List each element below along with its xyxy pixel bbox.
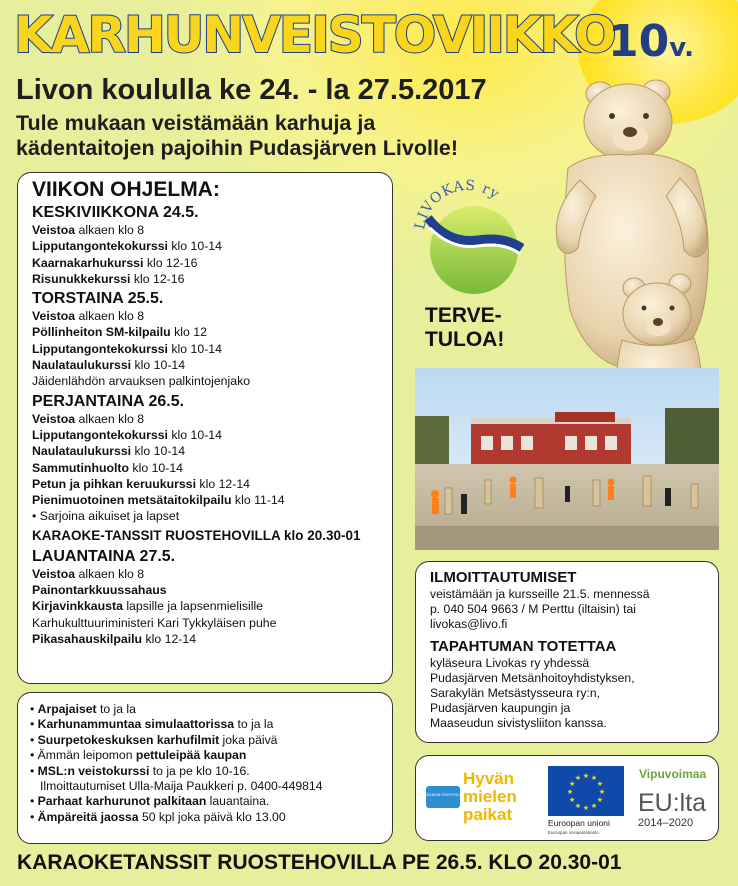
programme-item: Painontarkkuussahaus xyxy=(32,583,167,598)
registration-line: veistämään ja kursseille 21.5. mennessä xyxy=(430,587,650,601)
day-heading-wednesday: KESKIVIIKKONA 24.5. xyxy=(32,204,199,221)
eu-star-icon: ★ xyxy=(590,802,598,810)
maaseudun-text: MAASEUDUN SIVISTYSLIITTO xyxy=(417,793,469,797)
eu-label: Euroopan unioni xyxy=(548,818,610,828)
programme-item: Naulataulukurssi klo 10-14 xyxy=(32,444,186,459)
anniversary-number: 10 xyxy=(608,16,670,67)
programme-item: Sammutinhuolto klo 10-14 xyxy=(32,460,184,475)
extras-box xyxy=(17,692,393,844)
programme-item: Jäidenlähdön arvauksen palkintojenjako xyxy=(32,374,251,389)
mielen-text: mielen xyxy=(463,787,517,806)
programme-item: Karhukulttuuriministeri Kari Tykkyläisen puhe xyxy=(32,615,277,630)
extras-item: • Parhaat karhurunot palkitaan lauantaina. xyxy=(30,794,270,809)
livokas-logo xyxy=(412,174,524,300)
vipuvoimaa-years: 2014–2020 xyxy=(638,817,694,829)
programme-item: Veistoa alkaen klo 8 xyxy=(32,411,145,426)
extras-item-detail: Ilmoittautumiset Ulla-Maija Paukkeri p. 0400-449814 xyxy=(40,779,323,794)
programme-item: Naulataulukurssi klo 10-14 xyxy=(32,358,186,373)
programme-item: Pienimuotoinen metsätaitokilpailu klo 11-14 xyxy=(32,493,285,508)
hyvan-text: Hyvän xyxy=(463,769,515,788)
programme-item: Lipputangontekokurssi klo 10-14 xyxy=(32,427,222,442)
footer-banner: KARAOKETANSSIT RUOSTEHOVILLA PE 26.5. KLO 20.30-01 xyxy=(17,851,622,874)
programme-item: Veistoa alkaen klo 8 xyxy=(32,309,145,324)
eu-star-icon: ★ xyxy=(566,789,574,796)
programme-item: Lipputangontekokurssi klo 10-14 xyxy=(32,239,222,254)
programme-item: Veistoa alkaen klo 8 xyxy=(32,566,145,581)
eu-star-icon: ★ xyxy=(596,797,604,804)
extras-item: • Karhunammuntaa simulaattorissa to ja la xyxy=(30,717,274,732)
organizer-line: kyläseura Livokas ry yhdessä xyxy=(430,656,590,670)
programme-item: Kaarnakarhukurssi klo 12-16 xyxy=(32,255,198,270)
welcome-line: TERVE- xyxy=(425,304,502,327)
eu-star-icon: ★ xyxy=(582,805,590,812)
programme-item: Lipputangontekokurssi klo 10-14 xyxy=(32,341,222,356)
eulta-text: EU:lta xyxy=(638,789,707,817)
paikat-text: paikat xyxy=(463,805,513,824)
organizer-line: Pudasjärven kaupungin ja xyxy=(430,701,571,715)
extras-item: • MSL:n veistokurssi to ja pe klo 10-16. xyxy=(30,763,250,778)
eu-star-icon: ★ xyxy=(598,789,606,796)
programme-box xyxy=(17,172,393,684)
invitation-text xyxy=(16,111,458,161)
karaoke-note: KARAOKE-TANSSIT RUOSTEHOVILLA klo 20.30-01 xyxy=(32,527,361,543)
day-heading-friday: PERJANTAINA 26.5. xyxy=(32,392,185,410)
bear-sculpture-image xyxy=(530,70,735,415)
welcome-text xyxy=(425,304,504,352)
vipuvoimaa-text: Vipuvoimaa xyxy=(639,767,707,781)
anniversary-suffix: v. xyxy=(669,33,694,63)
eu-star-icon: ★ xyxy=(574,775,582,783)
registration-email: livokas@livo.fi xyxy=(430,617,508,631)
registration-heading: ILMOITTAUTUMISET xyxy=(430,569,577,586)
info-box xyxy=(415,561,719,743)
invitation-line: Tule mukaan veistämään karhuja ja xyxy=(16,111,376,135)
eu-star-icon: ★ xyxy=(582,773,590,780)
event-date-location: Livon koululla ke 24. - la 27.5.2017 xyxy=(16,74,487,106)
extras-item: • Arpajaiset to ja la xyxy=(30,702,136,716)
programme-heading: VIIKON OHJELMA: xyxy=(32,178,220,201)
organizer-line: Maaseudun sivistysliiton kanssa. xyxy=(430,716,607,730)
programme-item: • Sarjoina aikuiset ja lapset xyxy=(32,509,180,524)
eu-star-icon: ★ xyxy=(590,775,598,783)
programme-item: Petun ja pihkan keruukurssi klo 12-14 xyxy=(32,476,251,491)
anniversary-badge xyxy=(608,18,694,72)
welcome-line: TULOA! xyxy=(425,328,505,351)
programme-item: Pikasahauskilpailu klo 12-14 xyxy=(32,631,197,646)
day-heading-saturday: LAUANTAINA 27.5. xyxy=(32,547,176,565)
eu-star-icon: ★ xyxy=(568,781,576,788)
extras-item: • Suurpetokeskuksen karhufilmit joka päivä xyxy=(30,732,278,747)
organizer-heading: TAPAHTUMAN TOTETTAA xyxy=(430,638,617,655)
programme-item: Veistoa alkaen klo 8 xyxy=(32,223,145,237)
maaseudun-logo-icon xyxy=(426,786,460,808)
registration-line: p. 040 504 9663 / M Perttu (iltaisin) tai xyxy=(430,602,636,616)
svg-text:LIVOKAS ry: LIVOKAS ry xyxy=(412,177,503,231)
organizer-line: Pudasjärven Metsänhoitoyhdistyksen, xyxy=(430,671,635,685)
sponsor-logos xyxy=(416,756,720,842)
invitation-line: kädentaitojen pajoihin Pudasjärven Livolle! xyxy=(16,136,459,160)
extras-item: • Ämpäreitä jaossa 50 kpl joka päivä klo 13.00 xyxy=(30,809,286,824)
eu-star-icon: ★ xyxy=(596,781,604,788)
sponsor-logos-box xyxy=(415,755,719,841)
programme-item: Kirjavinkkausta lapsille ja lapsenmielisille xyxy=(32,599,264,614)
programme-item: Risunukkekurssi klo 12-16 xyxy=(32,271,185,286)
eu-star-icon: ★ xyxy=(574,802,582,810)
day-heading-thursday: TORSTAINA 25.5. xyxy=(32,290,164,308)
event-title: KARHUNVEISTOVIIKKO xyxy=(14,6,615,64)
organizer-line: Sarakylän Metsästysseura ry:n, xyxy=(430,686,601,700)
eu-sub-label: Euroopan sosiaalirahasto xyxy=(548,830,599,835)
eu-star-icon: ★ xyxy=(568,797,576,804)
event-photo xyxy=(415,368,719,550)
extras-item: • Ämmän leipomon pettuleipää kaupan xyxy=(30,748,247,763)
programme-item: Pöllinheiton SM-kilpailu klo 12 xyxy=(32,325,207,340)
